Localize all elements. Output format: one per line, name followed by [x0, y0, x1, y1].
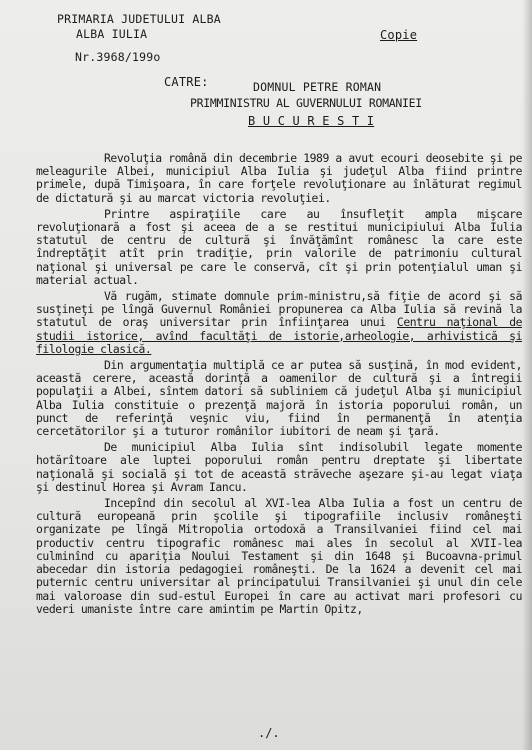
recipient-catre: CATRE: — [164, 75, 209, 89]
copy-label: Copie — [380, 28, 418, 42]
recipient-name: DOMNUL PETRE ROMAN — [253, 80, 382, 94]
paragraph-3-highlight: Centru naţional de studii istorice, avînd facultăţi de istorie,arheologie, arhivistică şi filologie clasică. — [36, 315, 523, 356]
paragraph-3 — [36, 290, 522, 356]
paragraph-3-text: Vă rugăm, stimate domnule prim-ministru,să fiţie de acord şi să susţineţi pe lîngă Guvernul României propunerea ca Alba Iulia să revină la statutul de oraş universitar prin înfiinţarea unui — [36, 289, 522, 330]
paragraph-5: De municipiul Alba Iulia sînt indisolubil legate momente hotărîtoare ale luptei poporului român pentru dreptate şi libertate naţională şi socială şi tot de această străveche aşezare şi-au legat viaţa şi destinul Horea şi Avram Iancu. — [36, 440, 522, 494]
recipient-title: PRIMMINISTRU AL GUVERNULUI ROMANIEI — [190, 96, 422, 110]
recipient-city: B U C U R E S T I — [248, 114, 375, 128]
paragraph-1: Revoluţia română din decembrie 1989 a avut ecouri deosebite şi pe meleagurile Albei, municipiul Alba Iulia şi judeţul Alba fiind printre primele, după Timişoara, în care forţele revoluţionare au înlăturat regimul de dictatură şi au marcat victoria revoluţiei. — [36, 151, 522, 205]
paragraph-2: Printre aspiraţiile care au însufleţit ampla mişcare revoluţionară a fost şi aceea de a se restitui municipiului Alba Iulia statutul de centru de cultură şi învăţămînt românesc la care este îndreptăţit atît prin tradiţie, prin valorile de patrimoniu cultural naţional şi universal pe care le conservă, cît şi prin potenţialul uman şi material actual. — [36, 206, 522, 287]
letter-body — [36, 152, 522, 619]
registration-number: Nr.3968/199o — [75, 50, 161, 64]
institution-line-1: PRIMARIA JUDETULUI ALBA — [57, 12, 221, 26]
page-continuation-mark: ./. — [258, 726, 280, 740]
page-edge-shadow — [522, 0, 532, 750]
institution-line-2: ALBA IULIA — [76, 27, 148, 41]
paragraph-6: Incepînd din secolul al XVI-lea Alba Iulia a fost un centru de cultură europeană prin şcolile şi tipografiile inclusiv româneşti organizate pe lîngă Mitropolia ortodoxă a Transilvaniei fiind cel mai productiv centru tipografic românesc mai ales în secolul al XVII-lea culminînd cu apariţia Noului Testament şi din 1648 şi Bucoavna-primul abecedar din istoria pedagogiei româneşti. De la 1624 a devenit cel mai puternic centru universitar al principatului Transilvaniei şi unul din cele mai valoroase din sud-estul Europei în care au activat mari profesori cu vederi umaniste între care amintim pe Martin Opitz, — [36, 496, 522, 616]
paragraph-4: Din argumentaţia multiplă ce ar putea să susţină, în mod evident, această cerere, această dorinţă a oamenilor de cultură şi a întregii populaţii a Albei, sîntem datori să subliniem că judeţul Alba şi municipiul Alba Iulia constituie o prezenţă majoră în istoria poporului român, un punct de referinţă veşnic viu, fiind în permanenţă în atenţia cercetătorilor şi a tuturor românilor iubitori de neam şi ţară. — [36, 358, 522, 439]
